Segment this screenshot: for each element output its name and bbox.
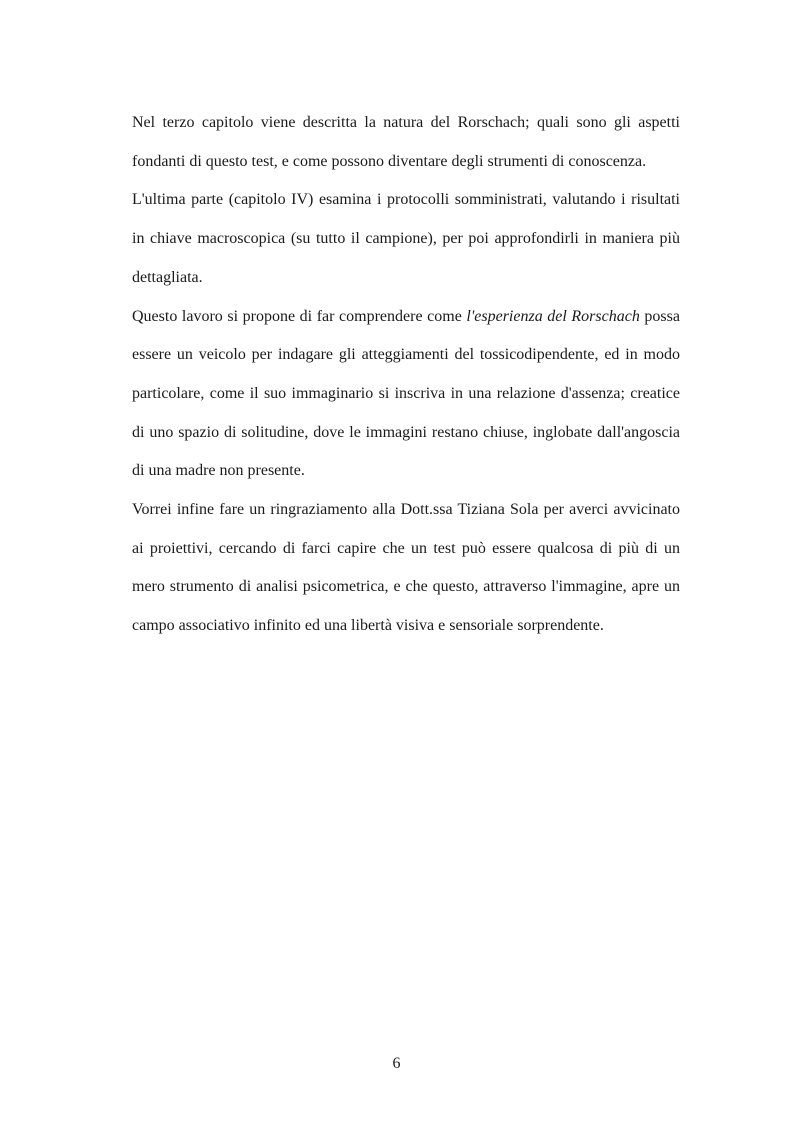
paragraph-text: Vorrei infine fare un ringraziamento alla Dott.ssa Tiziana Sola per averci avvicinato ai proiettivi, cercando di farci capire che un test può essere qualcosa di più di un mero strumento di analisi psicometrica, e che questo, attraverso l'immagine, apre un campo associativo infinito ed una libertà visiva e sensoriale sorprendente. [132,501,680,635]
emphasized-phrase: l'esperienza del Rorschach [466,307,640,325]
page-number: 6 [392,1055,401,1072]
paragraph-chapter-four [132,181,680,297]
paragraph-text: L'ultima parte (capitolo IV) esamina i protocolli somministrati, valutando i risultati in chiave macroscopica (su tutto il campione), per poi approfondirli in maniera più dettagliata. [132,191,680,286]
paragraph-chapter-three [132,104,680,181]
paragraph-purpose [132,298,680,492]
paragraph-text: Questo lavoro si propone di far comprendere come [132,307,467,325]
paragraph-text: Nel terzo capitolo viene descritta la natura del Rorschach; quali sono gli aspetti fondanti di questo test, e come possono diventare degli strumenti di conoscenza. [132,114,680,170]
paragraph-acknowledgement [132,491,680,646]
paragraph-text-continued: possa essere un veicolo per indagare gli atteggiamenti del tossicodipendente, ed in modo particolare, come il suo immaginario si inscriva in una relazione d'assenza; creatice di uno spazio di solitudine, dove le immagini restano chiuse, inglobate dall'angoscia di una madre non presente. [132,307,680,480]
body-text [132,104,680,646]
